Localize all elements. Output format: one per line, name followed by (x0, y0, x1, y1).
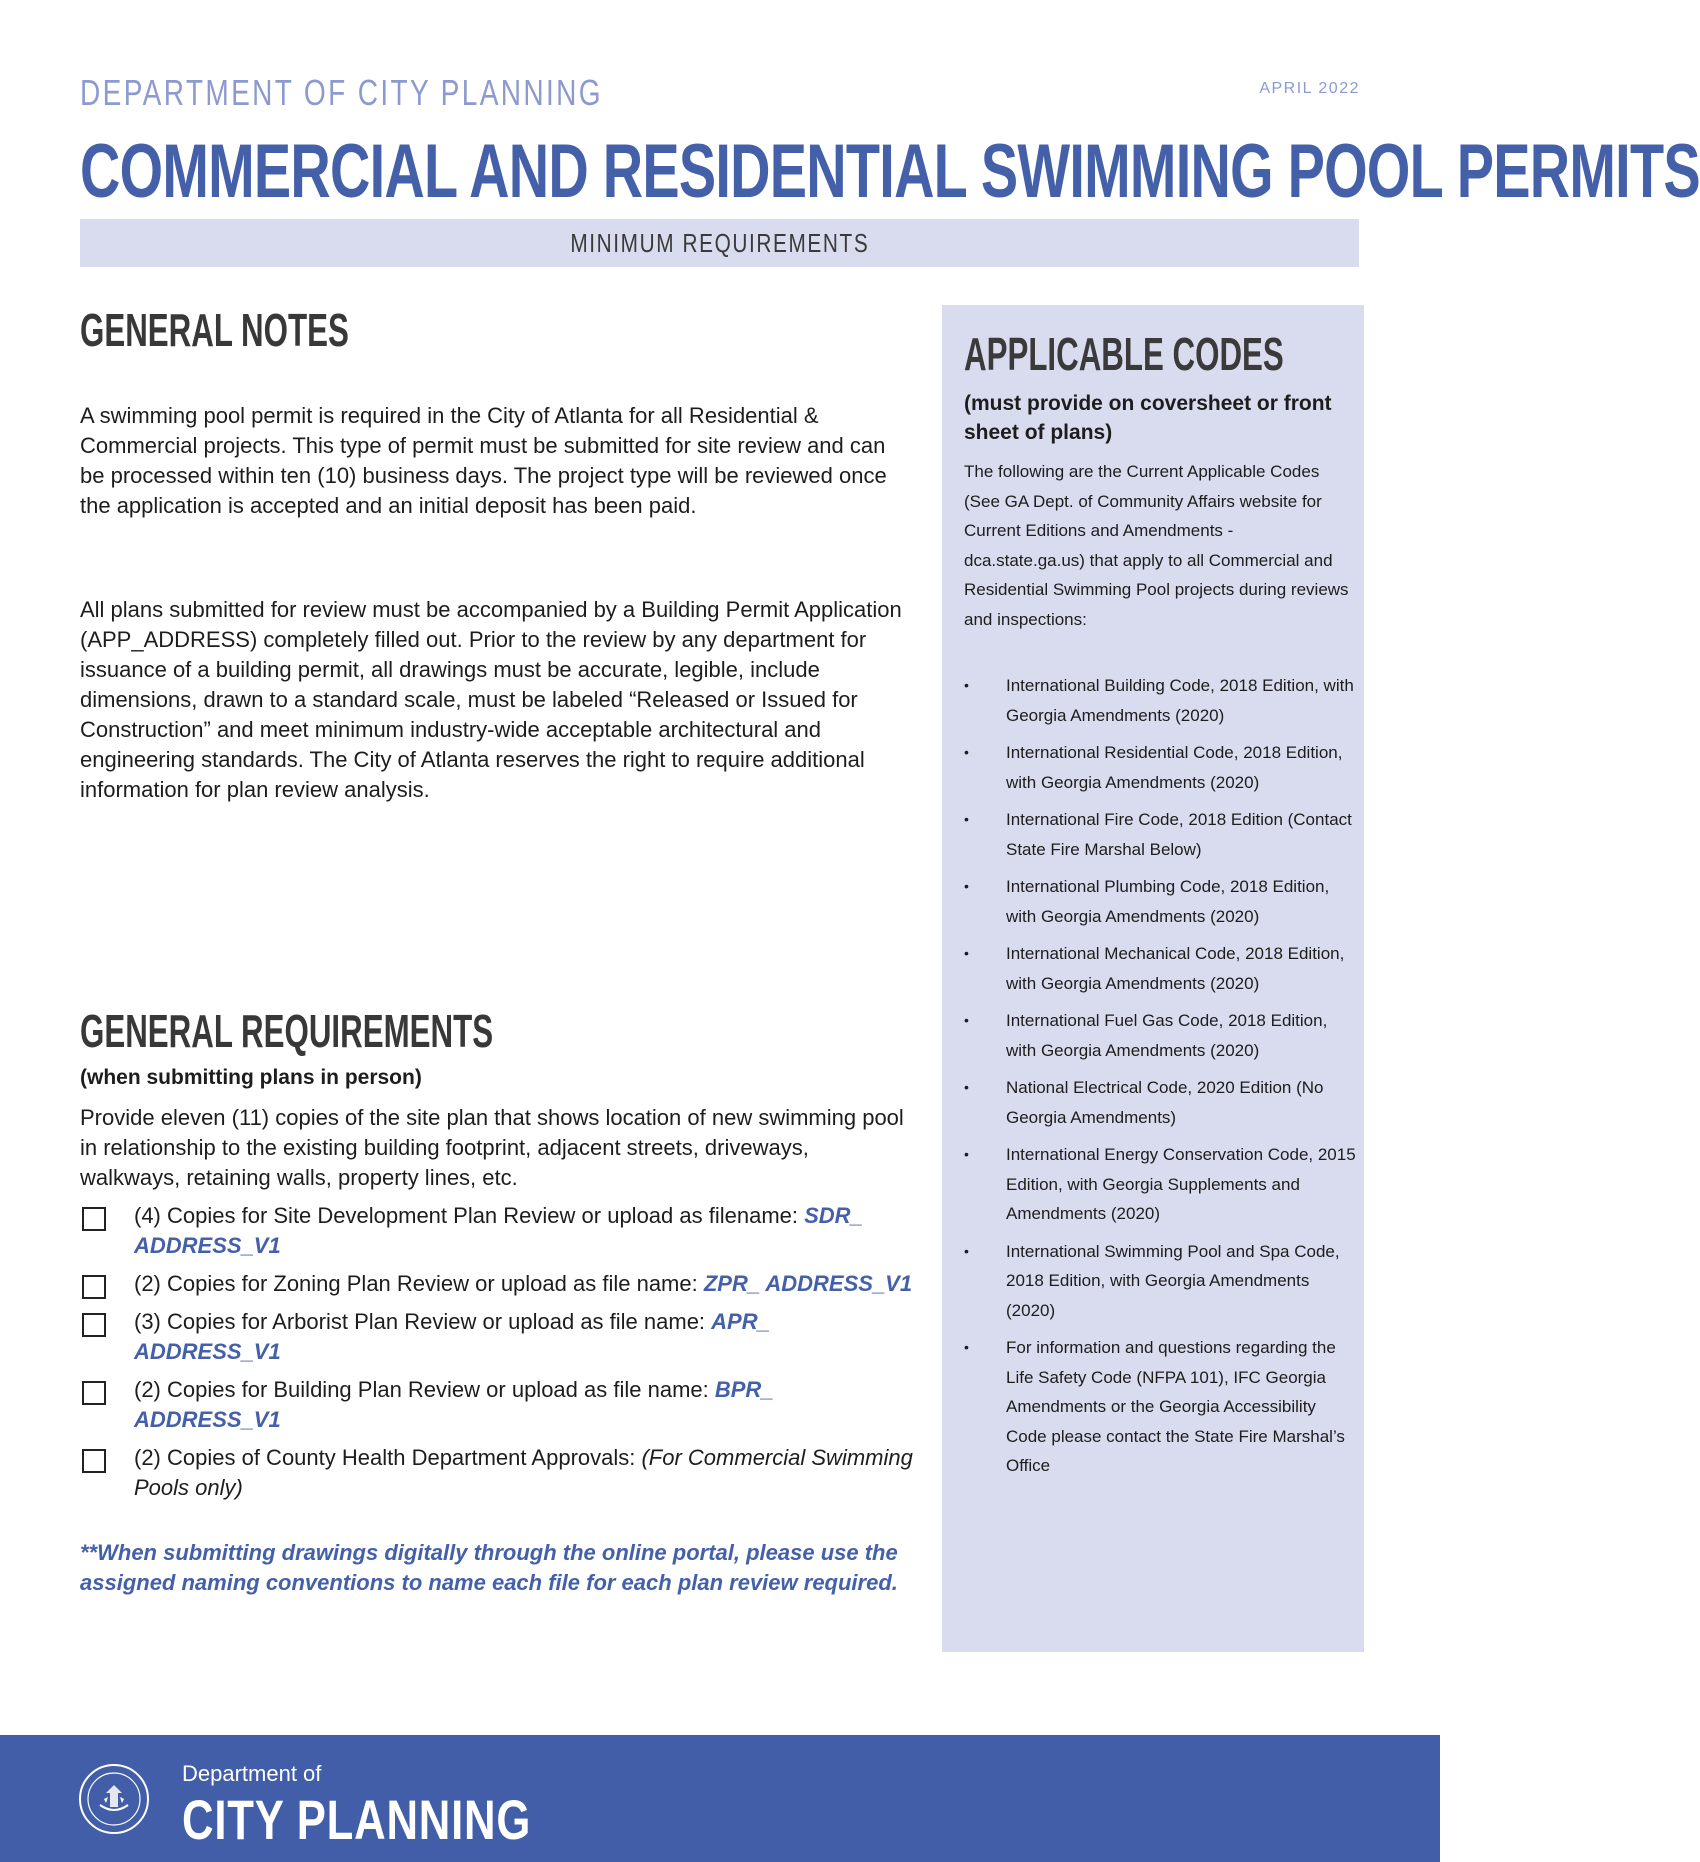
code-item: • International Residential Code, 2018 Edition, with Georgia Amendments (2020) (964, 738, 1356, 797)
code-item: • International Swimming Pool and Spa Code, 2018 Edition, with Georgia Amendments (2020) (964, 1237, 1356, 1326)
footer-department-of: Department of (182, 1761, 322, 1786)
code-item: • International Fuel Gas Code, 2018 Edition, with Georgia Amendments (2020) (964, 1006, 1356, 1065)
subtitle-bar (80, 219, 1359, 267)
checkbox[interactable] (82, 1449, 106, 1473)
code-item: • International Plumbing Code, 2018 Edition, with Georgia Amendments (2020) (964, 872, 1356, 931)
checklist-item-filename: ZPR_ ADDRESS_V1 (703, 1271, 913, 1296)
checkbox[interactable] (82, 1313, 106, 1337)
checklist-item (80, 1443, 920, 1503)
department-label: DEPARTMENT OF CITY PLANNING (80, 72, 603, 113)
general-notes-paragraph-1: A swimming pool permit is required in the City of Atlanta for all Residential & Commercial projects. This type of permit must be submitted for site review and can be processed within ten (10) business days. The project type will be reviewed once the application is accepted and an initial deposit has been paid. (80, 403, 887, 518)
checklist-item (80, 1307, 920, 1367)
code-item: • For information and questions regarding the Life Safety Code (NFPA 101), IFC Georgia Amendments or the Georgia Accessibility Code please contact the State Fire Marshal’s Office (964, 1333, 1356, 1481)
checkbox[interactable] (82, 1207, 106, 1231)
checklist-item-filename: SDR_ ADDRESS_V1 (134, 1203, 863, 1258)
city-seal-icon (78, 1763, 150, 1835)
applicable-codes-panel (942, 305, 1364, 1652)
subtitle: MINIMUM REQUIREMENTS (570, 227, 869, 258)
applicable-codes-subheading: (must provide on coversheet or front sheet of plans) (964, 392, 1332, 444)
general-notes-paragraph-2: All plans submitted for review must be accompanied by a Building Permit Application (APP_ADDRESS) completely filled out. Prior to the review by any department for issuance of a building permit, all drawings must be accurate, legible, include dimensions, drawn to a standard scale, must be labeled “Released or Issued for Construction” and meet minimum industry-wide acceptable architectural and engineering standards. The City of Atlanta reserves the right to require additional information for plan review analysis. (80, 597, 902, 802)
general-notes-heading: GENERAL NOTES (80, 304, 349, 356)
checklist-item (80, 1269, 920, 1299)
code-item: • International Mechanical Code, 2018 Edition, with Georgia Amendments (2020) (964, 939, 1356, 998)
checklist-item-filename: APR_ ADDRESS_V1 (134, 1309, 770, 1364)
publication-date: APRIL 2022 (1259, 80, 1360, 97)
general-requirements-heading: GENERAL REQUIREMENTS (80, 1005, 494, 1057)
checklist-item-text: (4) Copies for Site Development Plan Review or upload as filename: (134, 1203, 805, 1228)
footer-city-planning: CITY PLANNING (182, 1788, 532, 1851)
requirements-checklist (80, 1201, 920, 1511)
general-requirements-subheading: (when submitting plans in person) (80, 1066, 422, 1089)
checklist-item-text: (2) Copies of County Health Department Approvals: (134, 1445, 642, 1470)
checklist-item (80, 1375, 920, 1435)
applicable-codes-heading: APPLICABLE CODES (964, 328, 1284, 380)
footer (0, 1735, 1440, 1862)
checklist-item-text: (2) Copies for Building Plan Review or upload as file name: (134, 1377, 715, 1402)
checklist-item-text: (2) Copies for Zoning Plan Review or upload as file name: (134, 1271, 704, 1296)
code-item: • International Building Code, 2018 Edition, with Georgia Amendments (2020) (964, 671, 1356, 730)
code-item: • National Electrical Code, 2020 Edition (No Georgia Amendments) (964, 1073, 1356, 1132)
applicable-codes-intro: The following are the Current Applicable Codes (See GA Dept. of Community Affairs website for Current Editions and Amendments - dca.state.ga.us) that apply to all Commercial and Residential Swimming Pool projects during reviews and inspections: (964, 462, 1349, 629)
codes-list (964, 671, 1356, 1489)
checklist-item-filename: BPR_ ADDRESS_V1 (134, 1377, 774, 1432)
code-item: • International Fire Code, 2018 Edition (Contact State Fire Marshal Below) (964, 805, 1356, 864)
checklist-item (80, 1201, 920, 1261)
general-requirements-intro: Provide eleven (11) copies of the site plan that shows location of new swimming pool in relationship to the existing building footprint, adjacent streets, driveways, walkways, retaining walls, property lines, etc. (80, 1105, 904, 1190)
checklist-item-note: (For Commercial Swimming Pools only) (134, 1445, 913, 1500)
digital-submission-note: **When submitting drawings digitally through the online portal, please use the assigned naming conventions to name each file for each plan review required. (80, 1540, 898, 1595)
code-item: • International Energy Conservation Code, 2015 Edition, with Georgia Supplements and Amendments (2020) (964, 1140, 1356, 1229)
checkbox[interactable] (82, 1275, 106, 1299)
checkbox[interactable] (82, 1381, 106, 1405)
page-title: COMMERCIAL AND RESIDENTIAL SWIMMING POOL PERMITS (80, 129, 1700, 214)
checklist-item-text: (3) Copies for Arborist Plan Review or upload as file name: (134, 1309, 712, 1334)
